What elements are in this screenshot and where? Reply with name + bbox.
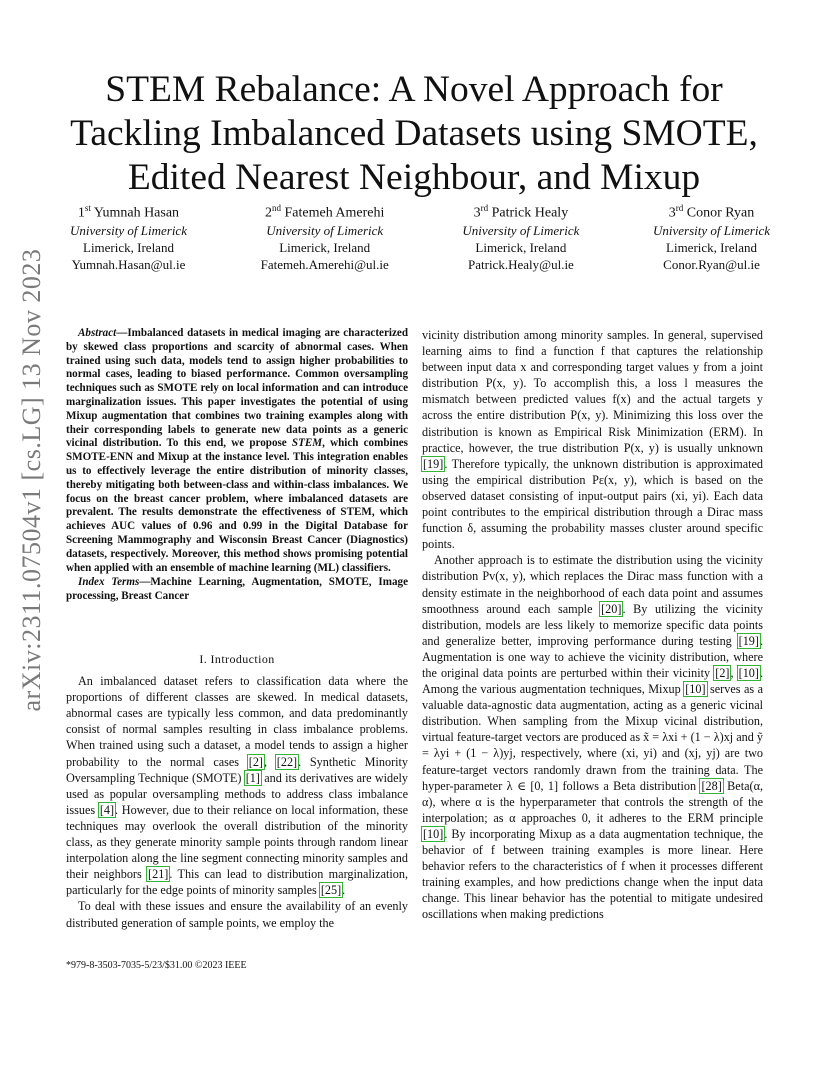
paragraph-text: . Augmentation is one way to achieve the vicinity distribution, where the original data points are perturbed within their vicinity	[422, 633, 763, 680]
author-email: Patrick.Healy@ul.ie	[468, 256, 574, 272]
citation-link[interactable]: [22]	[276, 754, 298, 769]
author-loc: Limerick, Ireland	[279, 239, 371, 255]
author-ordinal: 2	[264, 205, 272, 221]
citation-link[interactable]: [10]	[423, 826, 444, 841]
paragraph-text: ,	[730, 665, 738, 680]
author-name	[462, 200, 579, 222]
author-loc: Limerick, Ireland	[666, 239, 757, 255]
author-ordinal: 3	[473, 205, 481, 221]
author-ordinal-suffix: st	[84, 203, 91, 213]
citation-link[interactable]: [4]	[99, 802, 115, 817]
introduction-section	[66, 643, 408, 931]
author-ordinal-suffix: rd	[675, 203, 684, 213]
author-aff: University of Limerick	[653, 222, 770, 238]
author-email: Fatemeh.Amerehi@ul.ie	[260, 256, 389, 272]
author	[70, 200, 187, 273]
paragraph-text: ,	[264, 754, 276, 769]
right-column	[422, 327, 763, 922]
author-name	[261, 200, 389, 222]
author-name-text: Yumnah Hasan	[90, 205, 180, 221]
arxiv-sidebar-stamp: arXiv:2311.07504v1 [cs.LG] 13 Nov 2023	[17, 248, 46, 712]
paragraph-text: serves as a valuable data-agnostic data augmentation, acting as a generic vicinal distribution. When sampling from the Mixup vicinal distribution, virtual feature-target vectors are produced as x̃ = λxi + (1 − λ)xj and ỹ = λyi + (1 − λ)yj, respectively, where (xi, yi) and (xj, yj) are two feature-target vectors randomly drawn from the training data. The hyper-parameter λ ∈ [0, 1] follows a Beta distribution	[422, 682, 763, 793]
intro-paragraph-2: To deal with these issues and ensure the availability of an evenly distributed generation of sample points, we employ the	[66, 899, 408, 930]
citation-link[interactable]: [10]	[685, 682, 706, 697]
paragraph-text: . Synthetic Minority Oversampling Technique (SMOTE)	[66, 754, 409, 785]
abstract-text-1: —Imbalanced datasets in medical imaging are characterized by skewed class proportions and scarcity of abnormal cases. When trained using such data, models tend to assign higher probabilities to normal cases, leading to biased performance. Common oversampling techniques such as SMOTE rely on local information and can introduce marginalization issues. This paper investigates the potential of using Mixup augmentation that combines two training examples along with their corresponding labels to generate new data points as a generic vicinal distribution. To this end, we propose	[66, 327, 408, 450]
abstract-text-2: , which combines SMOTE-ENN and Mixup at the instance level. This integration enables us to effectively leverage the entire distribution of minority classes, thereby mitigating both between-class and within-class imbalances. We focus on the breast cancer problem, where imbalanced datasets are prevalent. The results demonstrate the effectiveness of STEM, which achieves AUC values of 0.96 and 0.99 in the Digital Database for Screening Mammography and Wisconsin Breast Cancer (Diagnostics) datasets, respectively. Moreover, this method shows promising potential when applied with an ensemble of machine learning (ML) classifiers.	[66, 437, 408, 574]
citation-link[interactable]: [21]	[148, 867, 169, 882]
author-name	[70, 200, 187, 222]
author	[261, 200, 389, 273]
author	[462, 200, 579, 273]
paragraph-text: . However, due to their reliance on local information, these techniques may overlook the overall distribution of the minority class, as they generate minority sample points through random linear interpolation along the line segment connecting minority samples and their neighbors	[66, 802, 408, 882]
citation-link[interactable]: [2]	[715, 665, 730, 680]
paragraph-text: and its derivatives are widely used as popular oversampling methods to address class imbalance issues	[66, 770, 408, 817]
author	[653, 200, 770, 273]
right-paragraph-1	[422, 327, 763, 552]
citation-link[interactable]: [19]	[738, 633, 759, 648]
intro-paragraph-1	[66, 673, 408, 898]
author-ordinal-suffix: nd	[271, 203, 281, 213]
paragraph-text: . By utilizing the vicinity distribution, models are less likely to memorize specific data points and generalize better, improving performance during testing	[422, 601, 763, 648]
citation-link[interactable]: [2]	[248, 754, 263, 769]
paragraph-text: . By incorporating Mixup as a data augmentation technique, the behavior of f between training examples is more linear. Here behavior refers to the characteristics of f when it processes different training examples, and how predictions change when the input data change. This linear behavior has the potential to mitigate undesired oscillations when making predictions	[422, 826, 763, 922]
author-ordinal-suffix: rd	[480, 203, 489, 213]
paragraph-text: Another approach is to estimate the distribution using the vicinity distribution Pv(x, y), which replaces the Dirac mass function with a density estimate in the neighborhood of each data point and assumes smoothness around each sample	[422, 553, 763, 616]
author-loc: Limerick, Ireland	[475, 239, 567, 255]
copyright-footnote: *979-8-3503-7035-5/23/$31.00 ©2023 IEEE	[66, 960, 247, 971]
author-aff: University of Limerick	[462, 222, 580, 238]
author-name-text: Patrick Healy	[488, 205, 569, 221]
paragraph-text: .	[342, 883, 346, 898]
author-name	[653, 200, 770, 222]
citation-link[interactable]: [1]	[245, 770, 260, 785]
section-heading: I. Introduction	[199, 652, 275, 666]
citation-link[interactable]: [10]	[738, 665, 759, 680]
author-loc: Limerick, Ireland	[83, 239, 174, 255]
paragraph-text: vicinity distribution among minority samples. In general, supervised learning aims to find a function f that captures the relationship between input data x and corresponding target values y from a joint distribution P(x, y). To accomplish this, a loss l measures the mismatch between predicted values f(x) and the actual targets y across the entire distribution P(x, y). Minimizing this loss over the distribution is known as Empirical Risk Minimization (ERM). In practice, however, the true distribution P(x, y) is usually unknown	[422, 328, 763, 455]
author-block	[70, 200, 770, 273]
citation-link[interactable]: [28]	[701, 778, 722, 793]
author-name-text: Conor Ryan	[683, 205, 755, 221]
paper-title: STEM Rebalance: A Novel Approach for Tackling Imbalanced Datasets using SMOTE, Edited Nearest Neighbour, and Mixup	[70, 69, 758, 198]
author-email: Yumnah.Hasan@ul.ie	[71, 256, 186, 272]
author-ordinal: 3	[668, 205, 676, 221]
author-aff: University of Limerick	[70, 222, 187, 238]
index-terms-text: —Machine Learning, Augmentation, SMOTE, Image processing, Breast Cancer	[66, 576, 409, 603]
paragraph-text: . This can lead to distribution marginalization, particularly for the edge points of minority samples	[66, 867, 408, 898]
abstract-stem: STEM	[291, 437, 323, 450]
citation-link[interactable]: [20]	[601, 601, 622, 616]
citation-link[interactable]: [25]	[320, 883, 342, 898]
paragraph-text: . Among the various augmentation techniques, Mixup	[422, 665, 764, 697]
paragraph-text: . Therefore typically, the unknown distribution is approximated using the empirical distribution Pε(x, y), which is based on the observed dataset consisting of input-output pairs (xi, yi). Each data point contributes to the empirical distribution through a Dirac mass function δ, assuming the probability masses cluster around specific points.	[422, 456, 763, 552]
paragraph-text: An imbalanced dataset refers to classification data where the proportions of different classes are skewed. In medical datasets, abnormal cases are typically less common, and data predominantly consist of normal samples resulting in class imbalance problems. When trained using such a dataset, a model tends to assign a higher probability to the normal cases	[66, 674, 408, 769]
author-email: Conor.Ryan@ul.ie	[663, 256, 760, 272]
author-aff: University of Limerick	[266, 222, 384, 238]
right-paragraph-2	[422, 552, 763, 922]
abstract	[66, 327, 408, 604]
author-name-text: Fatemeh Amerehi	[280, 205, 385, 221]
author-ordinal: 1	[77, 205, 85, 221]
index-terms-label: Index Terms	[78, 576, 140, 589]
citation-link[interactable]: [19]	[423, 456, 444, 471]
abstract-label: Abstract	[78, 327, 117, 339]
paragraph-text: Beta(α, α), where α is the hyperparameter that controls the strength of the interpolation; as α approaches 0, it adheres to the ERM principle	[422, 778, 763, 825]
